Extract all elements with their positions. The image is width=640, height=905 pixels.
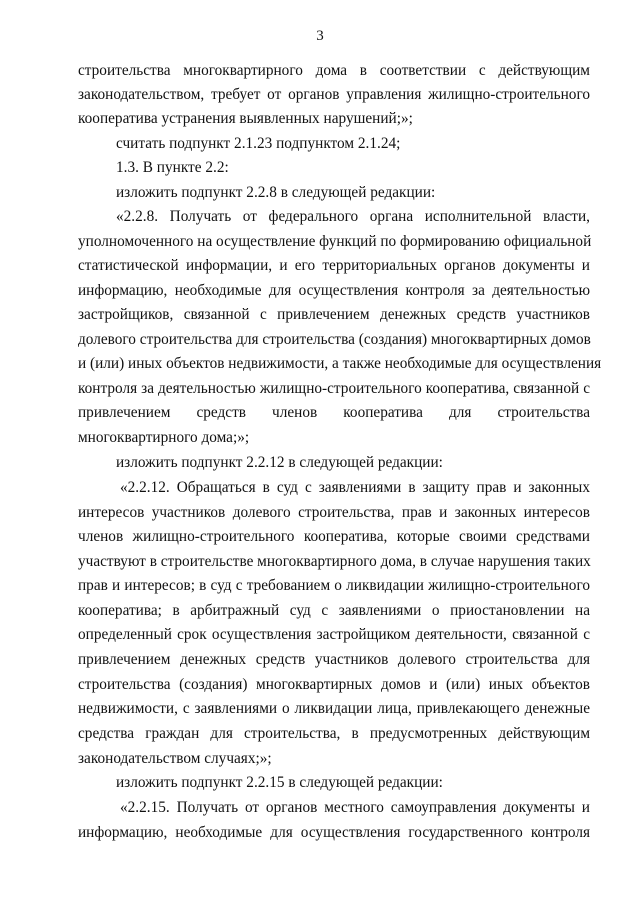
text-line: «2.2.12. Обращаться в суд с заявлениями в защиту прав и законных [120, 479, 590, 496]
text-line: «2.2.15. Получать от органов местного самоуправления документы и [120, 799, 590, 816]
text-line: интересов участников долевого строительства, прав и законных интересов [78, 504, 590, 521]
text-line: кооператива; в арбитражный суд с заявлениями о приостановлении на [78, 602, 590, 619]
text-line: информацию, необходимые для осуществления контроля за деятельностью [78, 282, 590, 299]
text-line: привлечением денежных средств участников долевого строительства для [78, 651, 590, 668]
text-line: долевого строительства для строительства (создания) многоквартирных домов [78, 331, 591, 348]
page-number: 3 [316, 28, 324, 44]
text-line: уполномоченного на осуществление функций по формированию официальной [78, 233, 592, 250]
text-line: строительства (создания) многоквартирных домов и (или) иных объектов [78, 676, 590, 693]
text-line: строительства многоквартирного дома в соответствии с действующим [78, 62, 590, 79]
text-line: кооператива устранения выявленных нарушений;»; [78, 110, 413, 127]
text-line: средства граждан для строительства, в предусмотренных действующим [78, 725, 590, 742]
text-line: 1.3. В пункте 2.2: [116, 159, 229, 176]
text-line: прав и интересов; в суд с требованием о ликвидации жилищно-строительного [78, 577, 590, 594]
text-line: определенный срок осуществления застройщиком деятельности, связанной с [78, 626, 590, 643]
text-line: изложить подпункт 2.2.15 в следующей редакции: [116, 774, 443, 791]
text-line: и (или) иных объектов недвижимости, а также необходимые для осуществления [78, 355, 602, 372]
text-line: «2.2.8. Получать от федерального органа исполнительной власти, [116, 208, 590, 225]
text-line: привлечением средств членов кооператива для строительства [78, 404, 590, 421]
text-line: изложить подпункт 2.2.12 в следующей редакции: [116, 454, 443, 471]
text-line: застройщиков, связанной с привлечением денежных средств участников [78, 306, 590, 323]
text-line: изложить подпункт 2.2.8 в следующей редакции: [116, 184, 436, 201]
text-line: недвижимости, с заявлениями о ликвидации лица, привлекающего денежные [78, 700, 590, 717]
text-line: законодательством случаях;»; [78, 750, 272, 767]
text-line: членов жилищно-строительного кооператива, которые своими средствами [78, 528, 590, 545]
text-line: статистической информации, и его территориальных органов документы и [78, 257, 590, 274]
text-line: считать подпункт 2.1.23 подпунктом 2.1.24; [116, 135, 401, 152]
text-line: многоквартирного дома;»; [78, 429, 250, 446]
text-line: законодательством, требует от органов управления жилищно-строительного [78, 86, 590, 103]
text-line: участвуют в строительстве многоквартирного дома, в случае нарушения таких [78, 553, 591, 570]
text-line: информацию, необходимые для осуществления государственного контроля [78, 824, 590, 841]
text-line: контроля за деятельностью жилищно-строительного кооператива, связанной с [78, 380, 590, 397]
